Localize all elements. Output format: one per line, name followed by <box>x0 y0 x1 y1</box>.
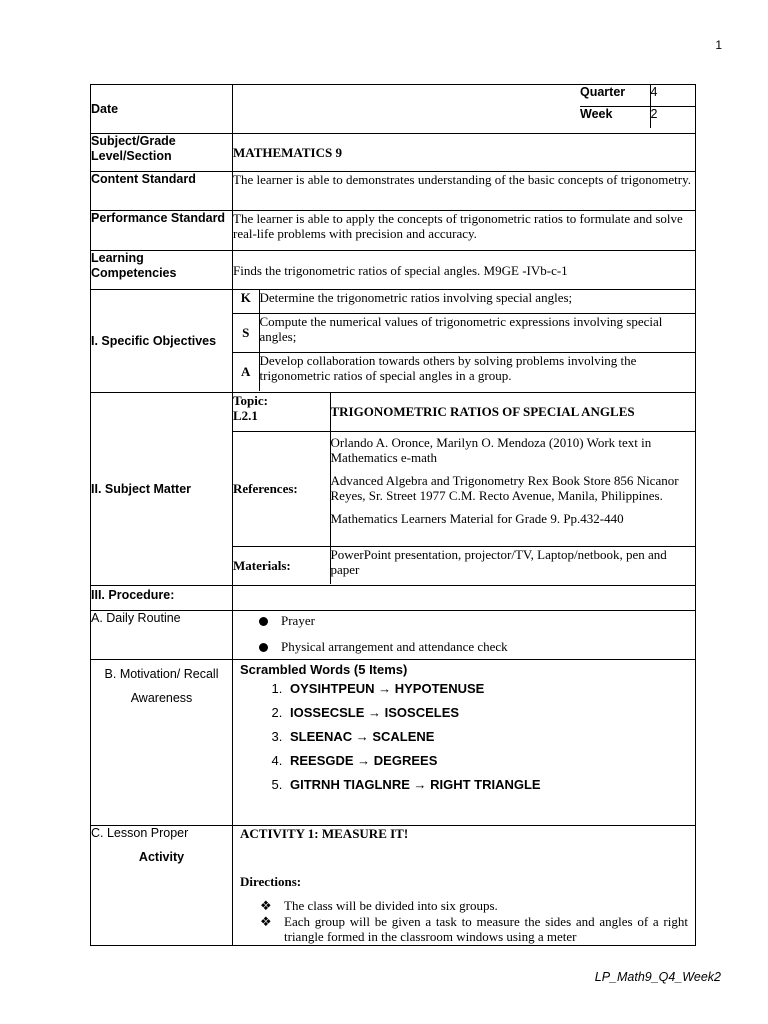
objective-key: S <box>233 313 259 352</box>
topic-value: TRIGONOMETRIC RATIOS OF SPECIAL ANGLES <box>330 393 695 431</box>
week-value: 2 <box>650 107 695 129</box>
performance-standard-label: Performance Standard <box>91 211 233 251</box>
scrambled-word-item: 5. GITRNH TIAGLNRE → RIGHT TRIANGLE <box>286 777 688 792</box>
date-value-cell <box>233 85 696 134</box>
objectives-cell <box>233 290 696 393</box>
week-label: Week <box>580 107 650 129</box>
lesson-plan-table <box>90 84 696 946</box>
reference-item: Orlando A. Oronce, Marilyn O. Mendoza (2010) Work text in Mathematics e-math <box>330 434 652 465</box>
direction-item <box>260 914 688 944</box>
topic-label <box>233 393 330 431</box>
scrambled-word-item: 1. OYSIHTPEUN → HYPOTENUSE <box>286 681 688 696</box>
objective-text: Determine the trigonometric ratios involving special angles; <box>259 290 695 313</box>
quarter-value: 4 <box>650 85 695 107</box>
objective-text: Develop collaboration towards others by solving problems involving the trigonometric ratios of special angles in a group. <box>259 352 695 391</box>
daily-routine-cell <box>233 611 696 660</box>
diamond-bullet-icon: ❖ <box>260 898 272 913</box>
reference-item: Advanced Algebra and Trigonometry Rex Book Store 856 Nicanor Reyes, Sr. Street 1977 C.M. Recto Avenue, Manila, Philippines. <box>330 472 679 503</box>
motivation-label-line1: B. Motivation/ Recall <box>104 667 219 681</box>
lesson-proper-label <box>91 826 233 946</box>
quarter-label: Quarter <box>580 85 650 107</box>
competencies-value: Finds the trigonometric ratios of special angles. M9GE -IVb-c-1 <box>233 251 696 290</box>
routine-item-text: Physical arrangement and attendance check <box>281 639 508 654</box>
routine-item-text: Prayer <box>281 613 315 628</box>
directions-label: Directions: <box>240 874 302 889</box>
scrambled-word-item: 3. SLEENAC → SCALENE <box>286 729 688 744</box>
references-list <box>330 431 695 546</box>
procedure-label: III. Procedure: <box>91 586 233 611</box>
scrambled-word-item: 2. IOSSECSLE → ISOSCELES <box>286 705 688 720</box>
materials-value: PowerPoint presentation, projector/TV, Laptop/netbook, pen and paper <box>330 546 695 584</box>
scrambled-word-item: 4. REESGDE → DEGREES <box>286 753 688 768</box>
procedure-value <box>233 586 696 611</box>
bullet-icon <box>259 643 268 652</box>
references-label: References: <box>233 431 330 546</box>
direction-text: The class will be divided into six groups. <box>284 898 498 913</box>
subject-matter-label: II. Subject Matter <box>91 393 233 586</box>
page-number: 1 <box>715 38 722 52</box>
subject-matter-cell <box>233 393 696 586</box>
lesson-proper-label-line1: C. Lesson Proper <box>91 826 189 840</box>
motivation-label <box>91 660 233 826</box>
lesson-proper-cell <box>233 826 696 946</box>
subject-value: MATHEMATICS 9 <box>233 134 696 172</box>
topic-label-text: Topic: L2.1 <box>233 393 268 423</box>
quarter-week-table <box>580 85 695 128</box>
scrambled-words-list <box>240 681 688 792</box>
date-label: Date <box>91 85 233 134</box>
routine-item <box>259 639 695 655</box>
motivation-cell <box>233 660 696 826</box>
daily-routine-label: A. Daily Routine <box>91 611 233 660</box>
objective-text: Compute the numerical values of trigonometric expressions involving special angles; <box>259 313 695 352</box>
direction-text: Each group will be given a task to measure the sides and angles of a right triangle formed in the classroom windows using a meter <box>284 914 688 944</box>
objectives-table <box>233 290 695 391</box>
subject-matter-table <box>233 393 695 584</box>
bullet-icon <box>259 617 268 626</box>
objectives-label: I. Specific Objectives <box>91 290 233 393</box>
content-standard-label: Content Standard <box>91 172 233 211</box>
competencies-label: Learning Competencies <box>91 251 233 290</box>
diamond-bullet-icon: ❖ <box>260 914 272 929</box>
activity-label: Activity <box>138 850 185 864</box>
directions-list <box>240 898 688 944</box>
content-standard-value: The learner is able to demonstrates understanding of the basic concepts of trigonometry. <box>233 172 696 211</box>
performance-standard-value: The learner is able to apply the concepts of trigonometric ratios to formulate and solve real-life problems with precision and accuracy. <box>233 211 696 251</box>
activity-title: ACTIVITY 1: MEASURE IT! <box>240 826 409 841</box>
reference-item: Mathematics Learners Material for Grade 9. Pp.432-440 <box>330 510 624 526</box>
routine-item <box>259 613 695 629</box>
objective-key: K <box>233 290 259 313</box>
motivation-label-line2: Awareness <box>130 691 193 705</box>
direction-item <box>260 898 688 913</box>
objective-key: A <box>233 352 259 391</box>
scrambled-title: Scrambled Words (5 Items) <box>240 662 408 677</box>
subject-label: Subject/Grade Level/Section <box>91 134 233 172</box>
materials-label: Materials: <box>233 546 330 584</box>
footer-label: LP_Math9_Q4_Week2 <box>594 970 721 984</box>
